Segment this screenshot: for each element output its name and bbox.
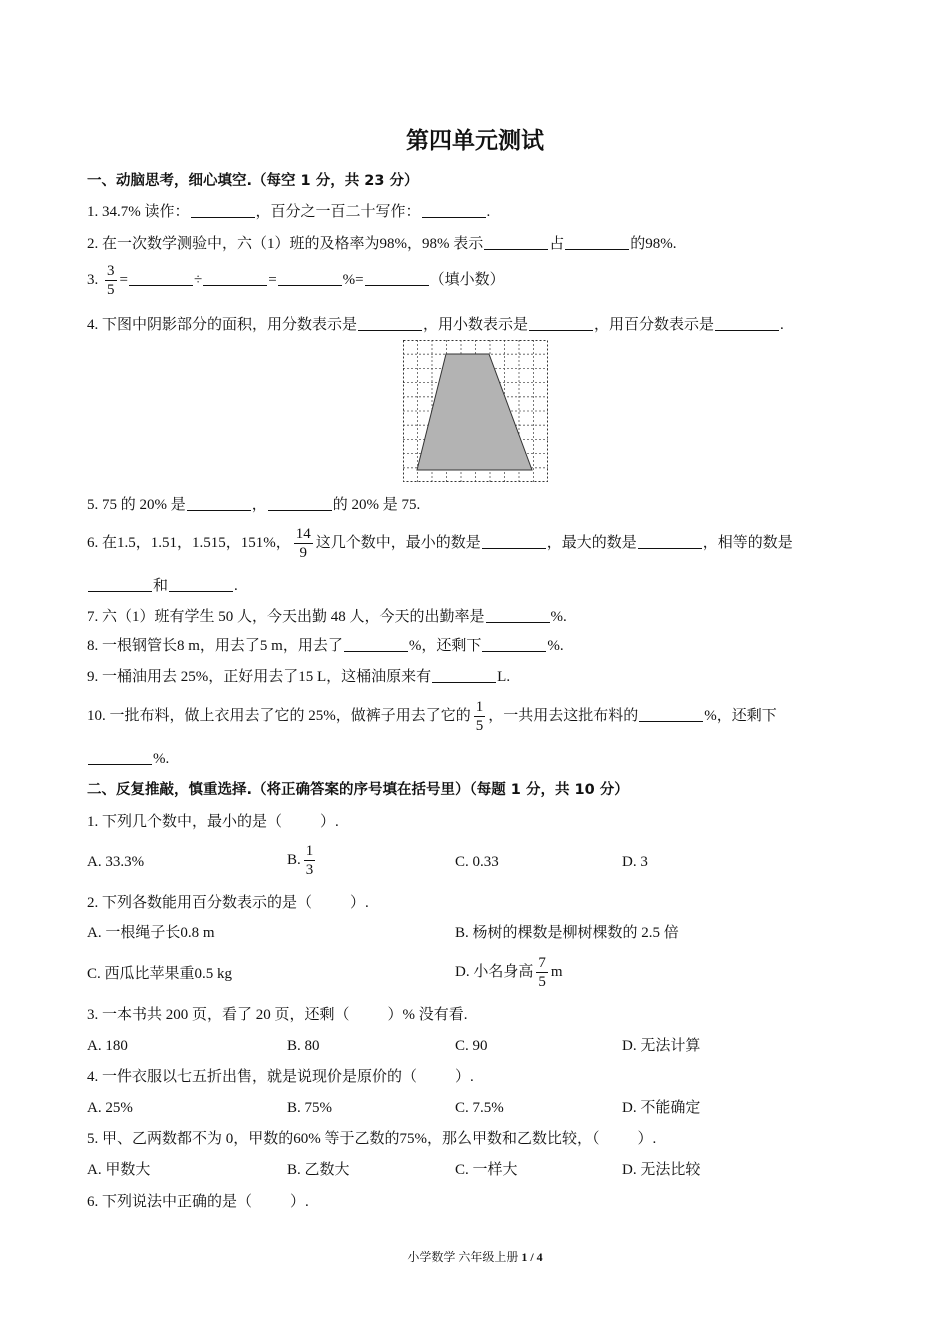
s2-q3-option-c[interactable]: C. 90 [455, 1038, 488, 1054]
answer-blank[interactable] [432, 668, 496, 683]
s2-q1-stem: 1. 下列几个数中，最小的是（ ）. [87, 814, 339, 830]
fraction: $\frac{14}{9}$ [295, 526, 311, 561]
s2-q4-stem: 4. 一件衣服以七五折出售，就是说现价是原价的（ ）. [87, 1069, 474, 1085]
answer-blank[interactable] [565, 235, 629, 250]
s2-q5-stem: 5. 甲、乙两数都不为 0，甲数的60% 等于乙数的75%，那么甲数和乙数比较，（ ）. [87, 1131, 657, 1147]
answer-blank[interactable] [482, 534, 546, 549]
s2-q2-option-a[interactable]: A. 一根绳子长0.8 m [87, 925, 215, 941]
s1-q10-cont: %. [87, 749, 169, 769]
answer-blank[interactable] [484, 235, 548, 250]
s1-q4: 4. 下图中阴影部分的面积，用分数表示是 ，用小数表示是 ，用百分数表示是 . [87, 317, 784, 333]
s2-q3-option-d[interactable]: D. 无法计算 [622, 1038, 701, 1054]
answer-blank[interactable] [88, 750, 152, 765]
s2-q1-option-d[interactable]: D. 3 [622, 854, 648, 870]
fraction: $\frac{1}{5}$ [475, 699, 484, 734]
fraction: $\frac{1}{3}$ [305, 843, 314, 878]
s1-q3: 3. $\frac{3}{5}$ = ÷ = %= （填小数） [87, 263, 505, 298]
answer-blank[interactable] [638, 534, 702, 549]
page-number: 1 / 4 [521, 1250, 543, 1264]
fraction: $\frac{3}{5}$ [107, 263, 115, 298]
s1-q5: 5. 75 的 20% 是 ， 的 20% 是 75. [87, 497, 421, 513]
s2-q3-option-b[interactable]: B. 80 [287, 1038, 320, 1054]
s2-q2-stem: 2. 下列各数能用百分数表示的是（ ）. [87, 895, 369, 911]
s2-q3-stem: 3. 一本书共 200 页，看了 20 页，还剩（ ）% 没有看. [87, 1007, 468, 1023]
s1-q9: 9. 一桶油用去 25%，正好用去了15 L，这桶油原来有 L. [87, 669, 511, 685]
trapezoid-grid-figure [403, 340, 548, 482]
s2-q4-option-d[interactable]: D. 不能确定 [622, 1100, 701, 1116]
s2-q2-option-b[interactable]: B. 杨树的棵数是柳树棵数的 2.5 倍 [455, 925, 679, 941]
s2-q1-option-b[interactable]: B. $\frac{1}{3}$ [287, 843, 314, 878]
answer-blank[interactable] [486, 608, 550, 623]
answer-blank[interactable] [88, 577, 152, 592]
answer-blank[interactable] [365, 271, 429, 286]
s2-q5-option-b[interactable]: B. 乙数大 [287, 1162, 350, 1178]
s2-q4-option-c[interactable]: C. 7.5% [455, 1100, 504, 1116]
s2-q2-option-c[interactable]: C. 西瓜比苹果重0.5 kg [87, 966, 233, 982]
answer-blank[interactable] [278, 271, 342, 286]
s2-q4-option-b[interactable]: B. 75% [287, 1100, 332, 1116]
s2-q6-stem: 6. 下列说法中正确的是（ ）. [87, 1194, 309, 1210]
s1-q8: 8. 一根钢管长8 m，用去了5 m，用去了 %，还剩下 %. [87, 638, 564, 654]
answer-blank[interactable] [268, 496, 332, 511]
s2-q5-option-d[interactable]: D. 无法比较 [622, 1162, 701, 1178]
section2-heading: 二、反复推敲，慎重选择.（将正确答案的序号填在括号里）（每题 1 分，共 10 分） [87, 782, 629, 798]
s2-q2-option-d[interactable]: D. 小名身高 $\frac{7}{5}$ m [455, 955, 563, 990]
answer-blank[interactable] [203, 271, 267, 286]
s1-q6: 6. 在1.5，1.51，1.515，151%， $\frac{14}{9}$ 这几个数中，最小的数是 ，最大的数是 ，相等的数是 [87, 526, 793, 561]
s2-q3-option-a[interactable]: A. 180 [87, 1038, 128, 1054]
s1-q2: 2. 在一次数学测验中，六（1）班的及格率为98%，98% 表示 占 的98%. [87, 236, 677, 252]
answer-blank[interactable] [358, 316, 422, 331]
answer-blank[interactable] [344, 637, 408, 652]
answer-blank[interactable] [191, 203, 255, 218]
s2-q5-option-a[interactable]: A. 甲数大 [87, 1162, 151, 1178]
answer-blank[interactable] [639, 707, 703, 722]
fraction: $\frac{7}{5}$ [538, 955, 546, 990]
answer-blank[interactable] [169, 577, 233, 592]
answer-blank[interactable] [715, 316, 779, 331]
answer-blank[interactable] [529, 316, 593, 331]
answer-blank[interactable] [187, 496, 251, 511]
section1-heading: 一、动脑思考，细心填空.（每空 1 分，共 23 分） [87, 173, 419, 189]
s1-q7: 7. 六（1）班有学生 50 人，今天出勤 48 人，今天的出勤率是 %. [87, 609, 567, 625]
shaded-trapezoid [417, 354, 532, 470]
page-footer: 小学数学 六年级上册 1 / 4 [407, 1250, 543, 1264]
answer-blank[interactable] [422, 203, 486, 218]
s2-q1-option-c[interactable]: C. 0.33 [455, 854, 499, 870]
s1-q6-cont: 和 . [87, 576, 238, 596]
page-title: 第四单元测试 [406, 128, 544, 154]
s2-q5-option-c[interactable]: C. 一样大 [455, 1162, 518, 1178]
answer-blank[interactable] [129, 271, 193, 286]
s2-q4-option-a[interactable]: A. 25% [87, 1100, 133, 1116]
s1-q10: 10. 一批布料，做上衣用去了它的 25%，做裤子用去了它的 $\frac{1}{5}$ ，一共用去这批布料的 %，还剩下 [87, 699, 777, 734]
answer-blank[interactable] [482, 637, 546, 652]
s1-q1: 1. 34.7% 读作： ，百分之一百二十写作： . [87, 204, 491, 220]
s2-q1-option-a[interactable]: A. 33.3% [87, 854, 145, 870]
